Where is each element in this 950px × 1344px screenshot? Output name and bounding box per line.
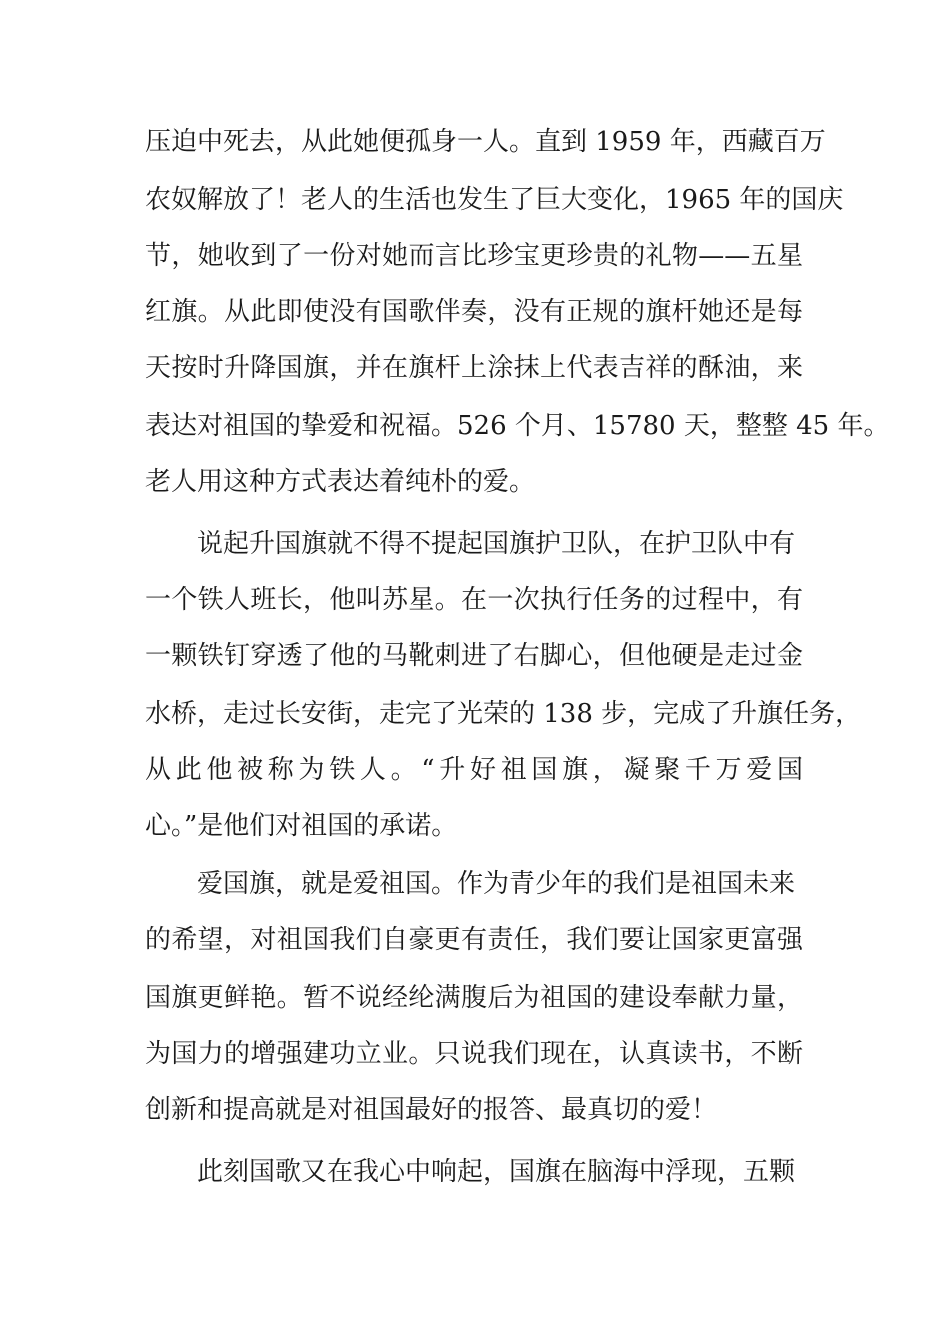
text-line-16: 国旗更鲜艳。暂不说经纶满腹后为祖国的建设奉献力量， xyxy=(145,983,803,1013)
text-line-18: 创新和提高就是对祖国最好的报答、最真切的爱！ xyxy=(145,1095,718,1125)
paragraph-2-line-1: 说起升国旗就不得不提起国旗护卫队，在护卫队中有 xyxy=(197,529,796,559)
paragraph-3-line-1: 爱国旗，就是爱祖国。作为青少年的我们是祖国未来 xyxy=(197,869,796,899)
text-line-3: 节，她收到了一份对她而言比珍宝更珍贵的礼物——五星 xyxy=(145,241,803,271)
text-line-1: 压迫中死去，从此她便孤身一人。直到 1959 年，西藏百万 xyxy=(145,127,826,157)
text-line-10: 一颗铁钉穿透了他的马靴刺进了右脚心，但他硬是走过金 xyxy=(145,641,803,671)
text-line-4: 红旗。从此即使没有国歌伴奏，没有正规的旗杆她还是每 xyxy=(145,297,803,327)
text-line-5: 天按时升降国旗，并在旗杆上涂抹上代表吉祥的酥油，来 xyxy=(145,353,803,383)
text-line-6: 表达对祖国的挚爱和祝福。526 个月、15780 天，整整 45 年。 xyxy=(145,411,890,441)
paragraph-4-line-1: 此刻国歌又在我心中响起，国旗在脑海中浮现，五颗 xyxy=(197,1157,796,1187)
text-line-7: 老人用这种方式表达着纯朴的爱。 xyxy=(145,467,536,497)
text-line-15: 的希望，对祖国我们自豪更有责任，我们要让国家更富强 xyxy=(145,925,803,955)
text-line-17: 为国力的增强建功立业。只说我们现在，认真读书，不断 xyxy=(145,1039,803,1069)
text-line-9: 一个铁人班长，他叫苏星。在一次执行任务的过程中，有 xyxy=(145,585,803,615)
text-line-12: 从此他被称为铁人。“升好祖国旗，凝聚千万爱国 xyxy=(145,755,803,785)
text-line-2: 农奴解放了！老人的生活也发生了巨大变化，1965 年的国庆 xyxy=(145,185,844,215)
text-line-11: 水桥，走过长安街，走完了光荣的 138 步，完成了升旗任务， xyxy=(145,699,862,729)
text-line-13: 心。”是他们对祖国的承诺。 xyxy=(145,811,458,841)
